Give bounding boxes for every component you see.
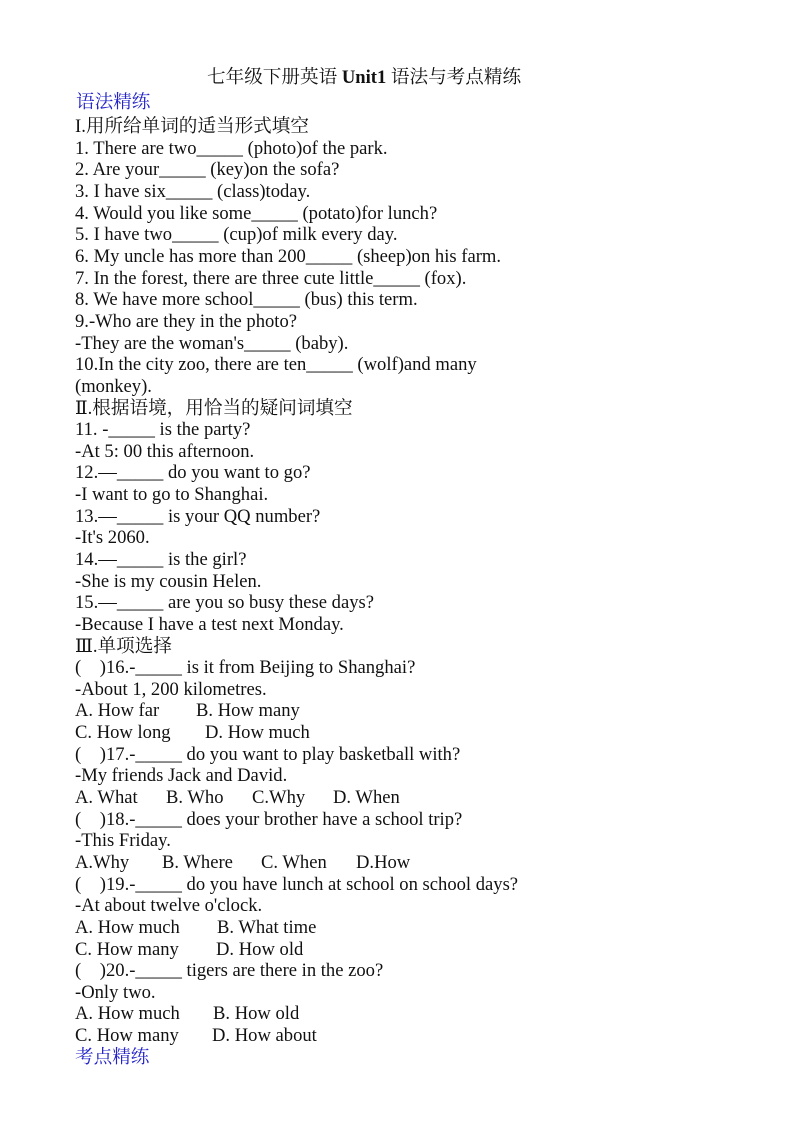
question-9: 9.-Who are they in the photo? bbox=[75, 310, 298, 332]
option-18-a: A.Why bbox=[75, 851, 130, 873]
option-17-c: C.Why bbox=[252, 787, 306, 809]
question-15: 15.—_____ are you so busy these days? bbox=[75, 592, 374, 614]
part3-heading: Ⅲ.单项选择 bbox=[75, 635, 172, 657]
option-20-c: C. How many bbox=[75, 1025, 179, 1047]
question-19-reply: -At about twelve o'clock. bbox=[75, 895, 263, 917]
option-18-d: D.How bbox=[356, 851, 411, 873]
question-18-reply: -This Friday. bbox=[75, 830, 171, 852]
question-5: 5. I have two_____ (cup)of milk every day. bbox=[75, 224, 398, 246]
question-3: 3. I have six_____ (class)today. bbox=[75, 181, 311, 203]
question-12-reply: -I want to go to Shanghai. bbox=[75, 484, 269, 506]
question-16-options-row-2 bbox=[75, 722, 765, 744]
part1-heading: I.用所给单词的适当形式填空 bbox=[75, 116, 309, 138]
title-text-post: 语法与考点精练 bbox=[386, 67, 522, 88]
section-heading-grammar: 语法精练 bbox=[76, 92, 151, 113]
worksheet-content bbox=[75, 116, 765, 1068]
option-18-b: B. Where bbox=[162, 851, 233, 873]
question-17: ( )17.-_____ do you want to play basketball with? bbox=[75, 743, 461, 765]
question-2: 2. Are your_____ (key)on the sofa? bbox=[75, 159, 340, 181]
option-19-d: D. How old bbox=[216, 938, 304, 960]
question-19: ( )19.-_____ do you have lunch at school on school days? bbox=[75, 873, 519, 895]
question-20-options-row-1 bbox=[75, 1003, 765, 1025]
option-17-a: A. What bbox=[75, 787, 138, 809]
question-18: ( )18.-_____ does your brother have a school trip? bbox=[75, 808, 463, 830]
option-20-b: B. How old bbox=[213, 1003, 300, 1025]
question-10: 10.In the city zoo, there are ten_____ (wolf)and many bbox=[75, 354, 477, 376]
question-13-reply: -It's 2060. bbox=[75, 527, 150, 549]
question-8: 8. We have more school_____ (bus) this term. bbox=[75, 289, 418, 311]
question-19-options-row-1 bbox=[75, 917, 765, 939]
title-unit: Unit1 bbox=[341, 67, 387, 88]
question-7: 7. In the forest, there are three cute little_____ (fox). bbox=[75, 267, 467, 289]
question-11-reply: -At 5: 00 this afternoon. bbox=[75, 440, 255, 462]
question-20: ( )20.-_____ tigers are there in the zoo? bbox=[75, 960, 384, 982]
question-18-options-row bbox=[75, 852, 765, 874]
question-16-options-row-1 bbox=[75, 700, 765, 722]
question-16-reply: -About 1, 200 kilometres. bbox=[75, 678, 267, 700]
option-18-c: C. When bbox=[261, 851, 327, 873]
option-19-c: C. How many bbox=[75, 938, 179, 960]
question-4: 4. Would you like some_____ (potato)for lunch? bbox=[75, 202, 438, 224]
question-15-reply: -Because I have a test next Monday. bbox=[75, 613, 344, 635]
option-16-d: D. How much bbox=[205, 722, 310, 744]
question-19-options-row-2 bbox=[75, 939, 765, 961]
question-10-continued: (monkey). bbox=[75, 375, 152, 397]
question-13: 13.—_____ is your QQ number? bbox=[75, 505, 321, 527]
question-11: 11. -_____ is the party? bbox=[75, 419, 251, 441]
question-14-reply: -She is my cousin Helen. bbox=[75, 570, 262, 592]
question-20-reply: -Only two. bbox=[75, 981, 156, 1003]
part2-heading: Ⅱ.根据语境，用恰当的疑问词填空 bbox=[75, 397, 353, 419]
question-16: ( )16.-_____ is it from Beijing to Shanghai? bbox=[75, 657, 416, 679]
option-19-b: B. What time bbox=[217, 916, 317, 938]
question-9-reply: -They are the woman's_____ (baby). bbox=[75, 332, 349, 354]
option-19-a: A. How much bbox=[75, 916, 180, 938]
worksheet-title bbox=[207, 66, 521, 90]
option-20-a: A. How much bbox=[75, 1003, 180, 1025]
option-16-a: A. How far bbox=[75, 700, 160, 722]
question-12: 12.—_____ do you want to go? bbox=[75, 462, 311, 484]
question-17-options-row bbox=[75, 787, 765, 809]
option-17-d: D. When bbox=[333, 787, 400, 809]
option-16-c: C. How long bbox=[75, 722, 171, 744]
question-20-options-row-2 bbox=[75, 1025, 765, 1047]
question-14: 14.—_____ is the girl? bbox=[75, 549, 247, 570]
section-heading-exam-points: 考点精练 bbox=[75, 1046, 150, 1068]
option-16-b: B. How many bbox=[196, 700, 300, 722]
question-1: 1. There are two_____ (photo)of the park. bbox=[75, 137, 388, 159]
question-6: 6. My uncle has more than 200_____ (sheep)on his farm. bbox=[75, 246, 502, 268]
question-17-reply: -My friends Jack and David. bbox=[75, 765, 288, 787]
option-20-d: D. How about bbox=[212, 1025, 317, 1047]
title-text-pre: 七年级下册英语 bbox=[207, 67, 342, 88]
option-17-b: B. Who bbox=[166, 787, 224, 809]
